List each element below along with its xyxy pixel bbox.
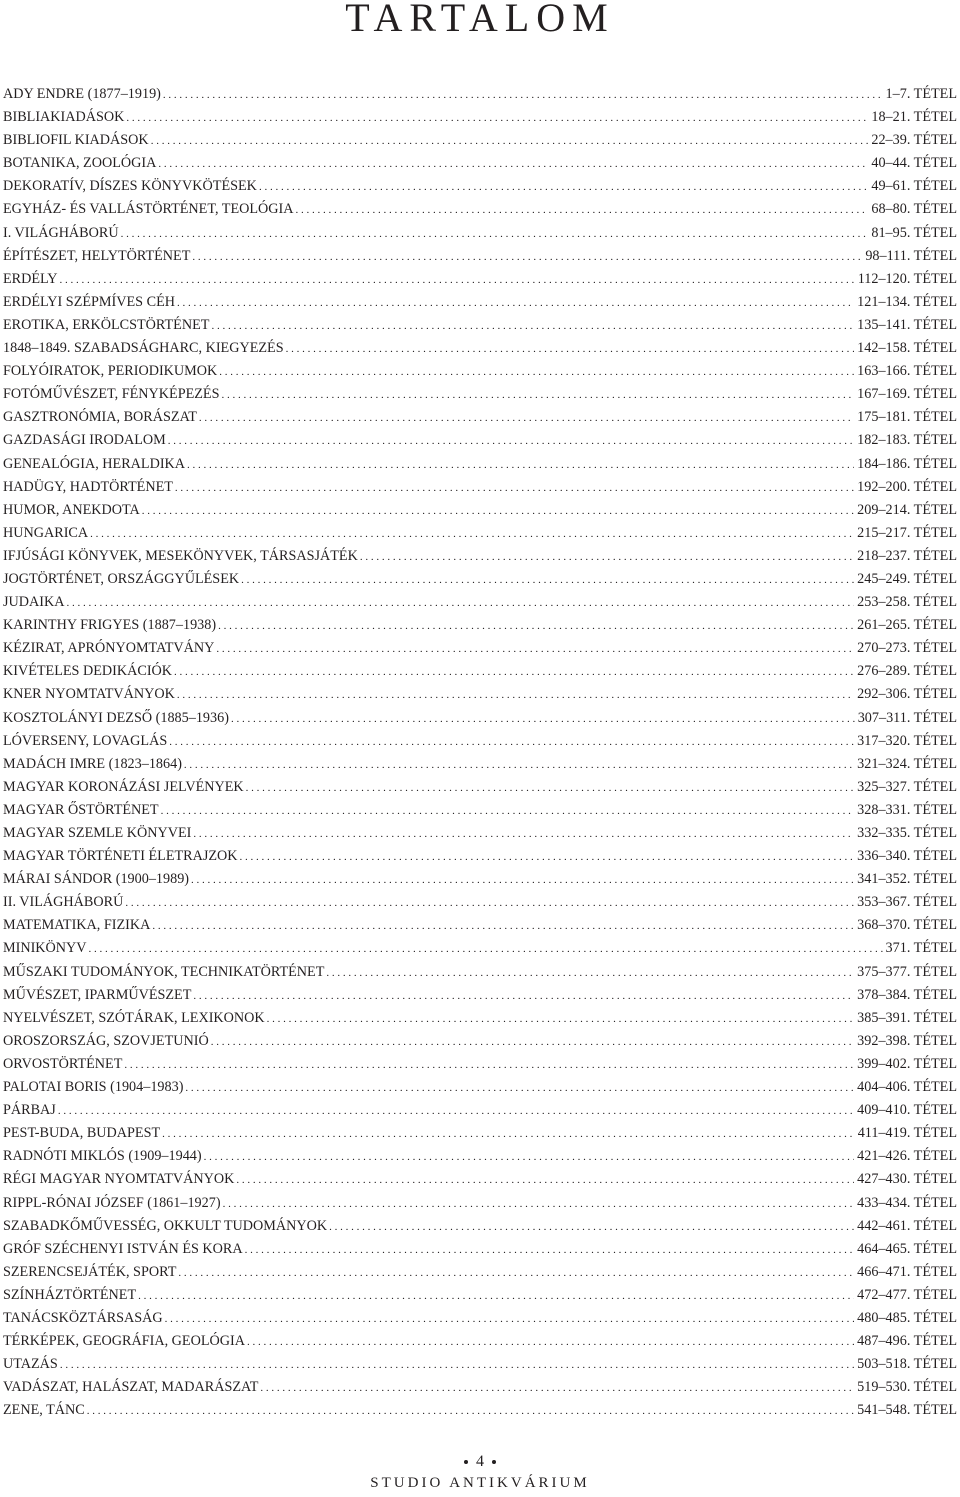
toc-entry-label: ZENE, TÁNC xyxy=(3,1402,85,1419)
publisher-name: STUDIO ANTIKVÁRIUM xyxy=(370,1475,590,1491)
toc-entry-ref: 163–166. TÉTEL xyxy=(857,363,957,380)
toc-entry xyxy=(3,799,957,822)
toc-entry xyxy=(3,891,957,914)
toc-entry-label: KNER NYOMTATVÁNYOK xyxy=(3,686,175,703)
dot-leader xyxy=(199,407,854,429)
toc-entry-ref: 487–496. TÉTEL xyxy=(857,1333,957,1350)
toc-entry-label: KIVÉTELES DEDIKÁCIÓK xyxy=(3,663,173,680)
toc-entry-label: MINIKÖNYV xyxy=(3,940,87,957)
toc-entry-ref: 321–324. TÉTEL xyxy=(857,755,957,772)
dot-leader xyxy=(151,130,869,152)
toc-entry xyxy=(3,1030,957,1053)
toc-entry xyxy=(3,406,957,429)
toc-entry-ref: 325–327. TÉTEL xyxy=(857,778,957,795)
dot-leader xyxy=(124,1054,854,1076)
toc-entry-ref: 40–44. TÉTEL xyxy=(871,155,957,172)
toc-entry-label: SZÍNHÁZTÖRTÉNET xyxy=(3,1286,137,1303)
toc-entry-label: FOTÓMŰVÉSZET, FÉNYKÉPEZÉS xyxy=(3,386,220,403)
toc-entry xyxy=(3,961,957,984)
toc-entry-ref: 464–465. TÉTEL xyxy=(857,1240,957,1257)
dot-leader xyxy=(360,546,854,568)
toc-entry xyxy=(3,730,957,753)
toc-entry-label: MŰSZAKI TUDOMÁNYOK, TECHNIKATÖRTÉNET xyxy=(3,963,325,980)
toc-entry-ref: 332–335. TÉTEL xyxy=(857,825,957,841)
toc-entry-label: RADNÓTI MIKLÓS (1909–1944) xyxy=(3,1148,202,1165)
toc-entry xyxy=(3,660,957,683)
toc-entry-label: LÓVERSENY, LOVAGLÁS xyxy=(3,732,168,749)
toc-entry xyxy=(3,152,957,175)
toc-entry-ref: 49–61. TÉTEL xyxy=(871,178,957,195)
toc-entry-label: SZABADKŐMŰVESSÉG, OKKULT TUDOMÁNYOK xyxy=(3,1217,328,1234)
dot-leader xyxy=(247,1331,854,1353)
dot-leader xyxy=(231,708,855,730)
toc-entry-ref: 404–406. TÉTEL xyxy=(857,1079,957,1096)
toc-entry xyxy=(3,545,957,568)
toc-entry-label: PALOTAI BORIS (1904–1983) xyxy=(3,1079,184,1096)
toc-entry-ref: 399–402. TÉTEL xyxy=(857,1055,957,1072)
toc-entry xyxy=(3,1145,957,1168)
dot-leader xyxy=(216,638,854,660)
toc-entry xyxy=(3,683,957,706)
dot-leader xyxy=(177,684,854,706)
toc-entry xyxy=(3,268,957,291)
toc-entry-ref: 215–217. TÉTEL xyxy=(857,524,957,541)
toc-entry xyxy=(3,1076,957,1099)
bullet-icon xyxy=(464,1460,468,1464)
toc-entry-ref: 341–352. TÉTEL xyxy=(857,871,957,888)
toc-entry-label: BOTANIKA, ZOOLÓGIA xyxy=(3,155,157,172)
toc-entry xyxy=(3,707,957,730)
toc-entry-ref: 421–426. TÉTEL xyxy=(857,1148,957,1165)
toc-entry-ref: 218–237. TÉTEL xyxy=(857,547,957,564)
toc-entry-ref: 353–367. TÉTEL xyxy=(857,894,957,911)
dot-leader xyxy=(329,1216,854,1238)
toc-entry-label: BIBLIOFIL KIADÁSOK xyxy=(3,132,149,149)
toc-entry xyxy=(3,83,957,106)
toc-entry xyxy=(3,476,957,499)
toc-entry xyxy=(3,337,957,360)
dot-leader xyxy=(60,1354,854,1376)
toc-entry xyxy=(3,1007,957,1030)
toc-entry-label: HUMOR, ANEKDOTA xyxy=(3,501,140,518)
bullet-icon xyxy=(492,1460,496,1464)
toc-entry-ref: 480–485. TÉTEL xyxy=(857,1309,957,1326)
dot-leader xyxy=(204,1146,855,1168)
toc-entry-ref: 22–39. TÉTEL xyxy=(871,132,957,149)
toc-entry-label: I. VILÁGHÁBORÚ xyxy=(3,224,119,241)
page-title: TARTALOM xyxy=(345,0,615,40)
toc-entry xyxy=(3,222,957,245)
toc-entry-label: ERDÉLY xyxy=(3,270,58,287)
toc-entry xyxy=(3,568,957,591)
toc-entry xyxy=(3,1399,957,1422)
dot-leader xyxy=(158,153,868,175)
dot-leader xyxy=(222,384,855,406)
toc-entry xyxy=(3,1353,957,1376)
toc-entry-label: BIBLIAKIADÁSOK xyxy=(3,109,125,126)
toc-entry-label: ADY ENDRE (1877–1919) xyxy=(3,86,161,102)
toc-entry xyxy=(3,453,957,476)
toc-entry-ref: 371. TÉTEL xyxy=(885,940,957,957)
dot-leader xyxy=(211,315,854,337)
dot-leader xyxy=(240,846,855,868)
dot-leader xyxy=(211,1031,854,1053)
toc-entry xyxy=(3,360,957,383)
toc-entry-ref: 375–377. TÉTEL xyxy=(857,963,957,980)
toc-entry-label: TANÁCSKÖZTÁRSASÁG xyxy=(3,1309,163,1326)
toc-entry xyxy=(3,106,957,129)
toc-entry-ref: 317–320. TÉTEL xyxy=(857,732,957,749)
dot-leader xyxy=(296,199,869,221)
toc-entry-ref: 261–265. TÉTEL xyxy=(857,617,957,634)
toc-entry xyxy=(3,637,957,660)
dot-leader xyxy=(163,84,883,106)
toc-entry-ref: 276–289. TÉTEL xyxy=(857,663,957,680)
toc-entry-label: 1848–1849. SZABADSÁGHARC, KIEGYEZÉS xyxy=(3,340,284,357)
toc-entry xyxy=(3,1238,957,1261)
toc-entry-label: IFJÚSÁGI KÖNYVEK, MESEKÖNYVEK, TÁRSASJÁTÉK xyxy=(3,547,358,564)
page-number: 4 xyxy=(476,1453,484,1470)
toc-entry-label: FOLYÓIRATOK, PERIODIKUMOK xyxy=(3,363,218,380)
dot-leader xyxy=(218,615,854,637)
toc-entry-ref: 81–95. TÉTEL xyxy=(871,224,957,241)
dot-leader xyxy=(192,246,862,268)
toc-entry-label: MAGYAR SZEMLE KÖNYVEI xyxy=(3,825,192,841)
toc-entry-ref: 307–311. TÉTEL xyxy=(857,709,957,726)
toc-entry-label: JOGTÖRTÉNET, ORSZÁGGYŰLÉSEK xyxy=(3,570,240,587)
toc-entry-label: NYELVÉSZET, SZÓTÁRAK, LEXIKONOK xyxy=(3,1009,265,1026)
dot-leader xyxy=(223,1193,855,1215)
toc-entry-label: DEKORATÍV, DÍSZES KÖNYVKÖTÉSEK xyxy=(3,178,257,195)
toc-entry-label: KOSZTOLÁNYI DEZSŐ (1885–1936) xyxy=(3,709,229,726)
toc-entry-ref: 409–410. TÉTEL xyxy=(857,1102,957,1119)
dot-leader xyxy=(246,777,855,799)
toc-entry xyxy=(3,1330,957,1353)
dot-leader xyxy=(161,800,855,822)
dot-leader xyxy=(267,1008,855,1030)
toc-entry xyxy=(3,1053,957,1076)
toc-entry xyxy=(3,314,957,337)
toc-entry-label: GASZTRONÓMIA, BORÁSZAT xyxy=(3,409,197,426)
dot-leader xyxy=(191,869,854,891)
toc-entry-label: MATEMATIKA, FIZIKA xyxy=(3,917,151,934)
toc-entry-ref: 378–384. TÉTEL xyxy=(857,986,957,1003)
toc-entry-label: ERDÉLYI SZÉPMÍVES CÉH xyxy=(3,293,175,310)
toc-entry xyxy=(3,1215,957,1238)
toc-entry-label: EGYHÁZ- ÉS VALLÁSTÖRTÉNET, TEOLÓGIA xyxy=(3,201,294,218)
toc-entry xyxy=(3,499,957,522)
dot-leader xyxy=(193,823,854,845)
toc-entry-ref: 503–518. TÉTEL xyxy=(857,1356,957,1373)
dot-leader xyxy=(89,938,883,960)
toc-entry-ref: 385–391. TÉTEL xyxy=(857,1009,957,1026)
dot-leader xyxy=(193,985,854,1007)
toc-entry xyxy=(3,522,957,545)
dot-leader xyxy=(121,223,869,245)
toc-entry xyxy=(3,937,957,960)
toc-entry-label: PÁRBAJ xyxy=(3,1102,56,1119)
toc-entry xyxy=(3,984,957,1007)
dot-leader xyxy=(162,1123,855,1145)
toc-entry-ref: 392–398. TÉTEL xyxy=(857,1032,957,1049)
toc-entry-ref: 98–111. TÉTEL xyxy=(865,247,957,264)
toc-entry xyxy=(3,1307,957,1330)
dot-leader xyxy=(165,1308,855,1330)
toc-entry-ref: 427–430. TÉTEL xyxy=(857,1171,957,1188)
toc-entry-label: II. VILÁGHÁBORÚ xyxy=(3,894,124,911)
toc-entry xyxy=(3,383,957,406)
toc-entry-label: GENEALÓGIA, HERALDIKA xyxy=(3,455,186,472)
toc-entry-label: HADÜGY, HADTÖRTÉNET xyxy=(3,478,173,495)
toc-entry xyxy=(3,776,957,799)
toc-entry-ref: 292–306. TÉTEL xyxy=(857,686,957,703)
toc-entry-label: EROTIKA, ERKÖLCSTÖRTÉNET xyxy=(3,316,210,333)
toc-entry xyxy=(3,845,957,868)
toc-entry-label: KARINTHY FRIGYES (1887–1938) xyxy=(3,617,217,634)
dot-leader xyxy=(168,430,854,452)
toc-entry xyxy=(3,1284,957,1307)
page-footer xyxy=(0,1452,960,1493)
toc-entry xyxy=(3,1192,957,1215)
dot-leader xyxy=(125,892,854,914)
toc-entry-ref: 328–331. TÉTEL xyxy=(857,801,957,818)
toc-entry xyxy=(3,1261,957,1284)
dot-leader xyxy=(286,338,855,360)
toc-entry-label: GAZDASÁGI IRODALOM xyxy=(3,432,166,449)
toc-entry xyxy=(3,614,957,637)
toc-entry-ref: 336–340. TÉTEL xyxy=(857,848,957,865)
toc-entry-ref: 209–214. TÉTEL xyxy=(857,501,957,518)
toc-entry-ref: 68–80. TÉTEL xyxy=(871,201,957,218)
toc-entry-label: UTAZÁS xyxy=(3,1356,58,1373)
toc-entry xyxy=(3,129,957,152)
dot-leader xyxy=(152,915,854,937)
toc-entry-ref: 253–258. TÉTEL xyxy=(857,594,957,611)
toc-entry-label: TÉRKÉPEK, GEOGRÁFIA, GEOLÓGIA xyxy=(3,1333,245,1350)
toc-entry-ref: 541–548. TÉTEL xyxy=(857,1402,957,1419)
toc-entry-ref: 368–370. TÉTEL xyxy=(857,917,957,934)
dot-leader xyxy=(178,1262,854,1284)
dot-leader xyxy=(58,1100,854,1122)
toc-entry xyxy=(3,198,957,221)
toc-entry-label: MÁRAI SÁNDOR (1900–1989) xyxy=(3,871,190,888)
dot-leader xyxy=(236,1169,854,1191)
toc-entry-label: JUDAIKA xyxy=(3,594,65,611)
toc-entry-ref: 18–21. TÉTEL xyxy=(871,109,957,126)
toc-entry-label: KÉZIRAT, APRÓNYOMTATVÁNY xyxy=(3,640,215,657)
toc-entry xyxy=(3,1122,957,1145)
dot-leader xyxy=(142,500,854,522)
dot-leader xyxy=(177,292,854,314)
toc-entry xyxy=(3,429,957,452)
toc-entry-ref: 192–200. TÉTEL xyxy=(857,478,957,495)
table-of-contents xyxy=(3,83,957,1422)
toc-entry xyxy=(3,291,957,314)
toc-entry-label: MADÁCH IMRE (1823–1864) xyxy=(3,755,182,772)
toc-entry-ref: 245–249. TÉTEL xyxy=(857,570,957,587)
toc-entry xyxy=(3,822,957,845)
toc-entry-label: HUNGARICA xyxy=(3,524,89,541)
toc-entry-label: MAGYAR KORONÁZÁSI JELVÉNYEK xyxy=(3,778,244,795)
toc-entry-ref: 182–183. TÉTEL xyxy=(857,432,957,449)
toc-entry xyxy=(3,753,957,776)
toc-entry-ref: 472–477. TÉTEL xyxy=(857,1286,957,1303)
dot-leader xyxy=(138,1285,854,1307)
toc-entry-ref: 184–186. TÉTEL xyxy=(857,455,957,472)
dot-leader xyxy=(185,1077,854,1099)
toc-entry-label: VADÁSZAT, HALÁSZAT, MADARÁSZAT xyxy=(3,1379,259,1396)
toc-entry xyxy=(3,1168,957,1191)
toc-entry-ref: 270–273. TÉTEL xyxy=(857,640,957,657)
toc-entry xyxy=(3,1376,957,1399)
toc-entry-label: MAGYAR ŐSTÖRTÉNET xyxy=(3,801,159,818)
dot-leader xyxy=(260,1377,854,1399)
toc-entry-label: RIPPL-RÓNAI JÓZSEF (1861–1927) xyxy=(3,1194,221,1211)
toc-entry-ref: 121–134. TÉTEL xyxy=(857,293,957,310)
toc-entry-ref: 433–434. TÉTEL xyxy=(857,1194,957,1211)
page-number-line xyxy=(0,1452,960,1472)
dot-leader xyxy=(326,962,854,984)
toc-entry-ref: 411–419. TÉTEL xyxy=(857,1125,957,1142)
dot-leader xyxy=(219,361,854,383)
toc-entry-ref: 1–7. TÉTEL xyxy=(885,86,957,102)
toc-entry-label: PEST-BUDA, BUDAPEST xyxy=(3,1125,161,1142)
toc-entry xyxy=(3,175,957,198)
toc-entry xyxy=(3,868,957,891)
toc-entry-label: OROSZORSZÁG, SZOVJETUNIÓ xyxy=(3,1032,209,1049)
toc-entry-label: MAGYAR TÖRTÉNETI ÉLETRAJZOK xyxy=(3,848,238,865)
toc-entry-ref: 135–141. TÉTEL xyxy=(857,316,957,333)
toc-entry-ref: 519–530. TÉTEL xyxy=(857,1379,957,1396)
toc-entry-label: GRÓF SZÉCHENYI ISTVÁN ÉS KORA xyxy=(3,1240,243,1257)
dot-leader xyxy=(87,1400,854,1422)
toc-entry-ref: 175–181. TÉTEL xyxy=(857,409,957,426)
dot-leader xyxy=(60,269,855,291)
dot-leader xyxy=(241,569,854,591)
toc-entry-label: SZERENCSEJÁTÉK, SPORT xyxy=(3,1263,177,1280)
toc-entry-ref: 112–120. TÉTEL xyxy=(857,270,957,287)
dot-leader xyxy=(259,176,868,198)
toc-entry xyxy=(3,1099,957,1122)
toc-entry xyxy=(3,914,957,937)
dot-leader xyxy=(90,523,854,545)
toc-entry xyxy=(3,245,957,268)
dot-leader xyxy=(184,754,854,776)
dot-leader xyxy=(174,661,854,683)
toc-entry-ref: 142–158. TÉTEL xyxy=(857,340,957,357)
dot-leader xyxy=(187,454,854,476)
toc-entry-label: RÉGI MAGYAR NYOMTATVÁNYOK xyxy=(3,1171,235,1188)
toc-entry xyxy=(3,591,957,614)
dot-leader xyxy=(66,592,854,614)
dot-leader xyxy=(126,107,868,129)
toc-entry-ref: 466–471. TÉTEL xyxy=(857,1263,957,1280)
toc-entry-label: ORVOSTÖRTÉNET xyxy=(3,1055,123,1072)
dot-leader xyxy=(175,477,854,499)
toc-entry-ref: 442–461. TÉTEL xyxy=(857,1217,957,1234)
toc-entry-ref: 167–169. TÉTEL xyxy=(857,386,957,403)
dot-leader xyxy=(245,1239,855,1261)
toc-entry-label: MŰVÉSZET, IPARMŰVÉSZET xyxy=(3,986,192,1003)
toc-entry-label: ÉPÍTÉSZET, HELYTÖRTÉNET xyxy=(3,247,191,264)
dot-leader xyxy=(169,731,854,753)
